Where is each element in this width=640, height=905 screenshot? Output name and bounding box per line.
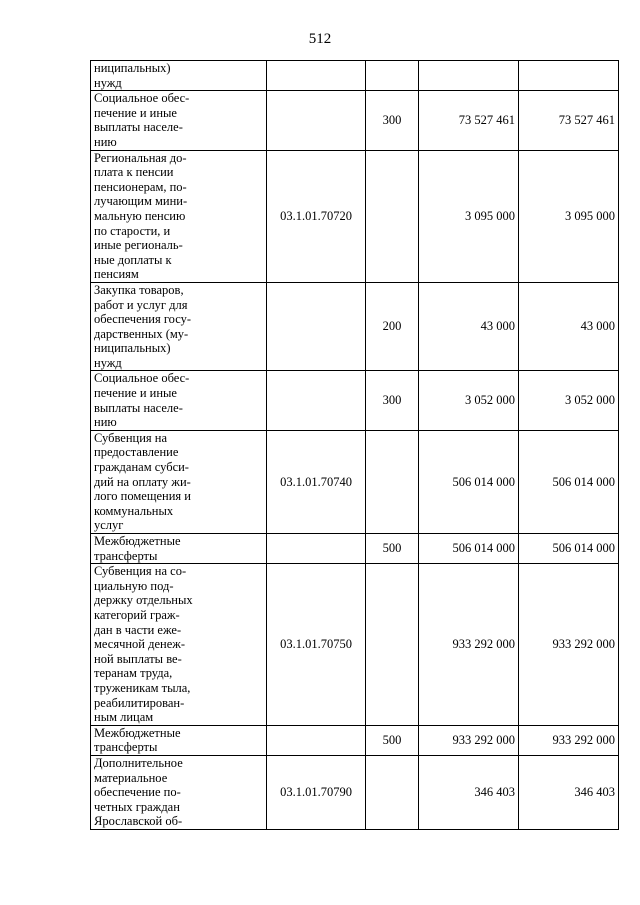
table-row [91, 534, 619, 564]
target-code-cell [267, 725, 366, 755]
target-code-cell [267, 91, 366, 150]
item-name-line: дан в части еже- [94, 622, 182, 637]
item-name-line: труженикам тыла, [94, 680, 191, 695]
item-name-cell [91, 61, 267, 91]
amount-year1-cell: 346 403 [419, 755, 519, 829]
amount-year2-cell [519, 61, 619, 91]
expense-type-cell [366, 430, 419, 533]
item-name-cell [91, 282, 267, 371]
item-name-line: плата к пенсии [94, 165, 174, 180]
item-name-line: иные региональ- [94, 238, 183, 253]
item-name-line: печение и иные [94, 105, 177, 120]
item-name-line: мальную пенсию [94, 208, 186, 223]
item-name-line: гражданам субси- [94, 460, 189, 475]
target-code-cell [267, 371, 366, 430]
item-name-line: обеспечение по- [94, 785, 181, 800]
table-row [91, 755, 619, 829]
item-name-line: ной выплаты ве- [94, 651, 182, 666]
amount-year1-cell: 43 000 [419, 282, 519, 371]
item-name-line: держку отдельных [94, 593, 193, 608]
expense-type-cell [366, 755, 419, 829]
target-code-cell [267, 534, 366, 564]
table-row [91, 282, 619, 371]
item-name-line: реабилитирован- [94, 695, 185, 710]
item-name-cell [91, 755, 267, 829]
item-name-line: теранам труда, [94, 666, 173, 681]
amount-year2-cell: 506 014 000 [519, 534, 619, 564]
table-row [91, 564, 619, 726]
amount-year2-cell: 3 052 000 [519, 371, 619, 430]
item-name-line: нию [94, 134, 117, 149]
amount-year1-cell: 506 014 000 [419, 430, 519, 533]
table-row [91, 725, 619, 755]
item-name-line: по старости, и [94, 223, 171, 238]
item-name-line: нию [94, 415, 117, 430]
target-code-cell [267, 282, 366, 371]
expense-type-cell [366, 564, 419, 726]
item-name-line: ные доплаты к [94, 252, 172, 267]
item-name-line: Дополнительное [94, 755, 183, 770]
expense-type-cell: 300 [366, 371, 419, 430]
item-name-line: дий на оплату жи- [94, 474, 191, 489]
amount-year1-cell: 3 095 000 [419, 150, 519, 282]
amount-year1-cell: 933 292 000 [419, 725, 519, 755]
item-name-line: категорий граж- [94, 607, 180, 622]
item-name-line: ным лицам [94, 710, 154, 725]
page-number: 512 [308, 31, 332, 47]
amount-year2-cell: 506 014 000 [519, 430, 619, 533]
item-name-line: Межбюджетные [94, 534, 181, 548]
amount-year2-cell: 73 527 461 [519, 91, 619, 150]
item-name-cell [91, 371, 267, 430]
target-code-cell: 03.1.01.70720 [267, 150, 366, 282]
item-name-line: Субвенция на со- [94, 564, 187, 579]
item-name-line: лучающим мини- [94, 194, 188, 209]
target-code-cell: 03.1.01.70740 [267, 430, 366, 533]
item-name-line: выплаты населе- [94, 400, 183, 415]
item-name-cell [91, 91, 267, 150]
item-name-line: лого помещения и [94, 489, 191, 504]
item-name-line: обеспечения госу- [94, 312, 192, 327]
item-name-line: ниципальных) [94, 341, 171, 356]
item-name-line: пенсионерам, по- [94, 179, 187, 194]
item-name-line: нужд [94, 75, 122, 90]
item-name-cell [91, 564, 267, 726]
item-name-line: ниципальных) [94, 61, 171, 75]
expense-type-cell: 300 [366, 91, 419, 150]
item-name-line: услуг [94, 518, 124, 533]
table-row [91, 150, 619, 282]
expense-type-cell [366, 150, 419, 282]
amount-year2-cell: 346 403 [519, 755, 619, 829]
item-name-line: выплаты населе- [94, 120, 183, 135]
table-row [91, 430, 619, 533]
expense-type-cell: 200 [366, 282, 419, 371]
item-name-line: Субвенция на [94, 430, 168, 445]
item-name-line: Социальное обес- [94, 371, 190, 386]
amount-year1-cell: 73 527 461 [419, 91, 519, 150]
target-code-cell [267, 61, 366, 91]
expense-type-cell: 500 [366, 725, 419, 755]
item-name-cell [91, 725, 267, 755]
item-name-line: коммунальных [94, 503, 174, 518]
item-name-line: нужд [94, 355, 122, 370]
expense-type-cell: 500 [366, 534, 419, 564]
amount-year2-cell: 933 292 000 [519, 564, 619, 726]
amount-year1-cell: 3 052 000 [419, 371, 519, 430]
table-row [91, 91, 619, 150]
table-row [91, 61, 619, 91]
item-name-line: месячной денеж- [94, 637, 186, 652]
item-name-line: дарственных (му- [94, 326, 189, 341]
amount-year1-cell: 506 014 000 [419, 534, 519, 564]
item-name-line: Межбюджетные [94, 725, 181, 740]
target-code-cell: 03.1.01.70750 [267, 564, 366, 726]
item-name-line: Ярославской об- [94, 814, 183, 829]
item-name-line: печение и иные [94, 386, 177, 401]
item-name-line: предоставление [94, 445, 179, 460]
item-name-line: материальное [94, 770, 168, 785]
amount-year2-cell: 933 292 000 [519, 725, 619, 755]
item-name-line: пенсиям [94, 267, 139, 282]
item-name-line: четных граждан [94, 799, 180, 814]
amount-year2-cell: 43 000 [519, 282, 619, 371]
item-name-cell [91, 534, 267, 564]
table-row [91, 371, 619, 430]
target-code-cell: 03.1.01.70790 [267, 755, 366, 829]
item-name-cell [91, 430, 267, 533]
item-name-line: циальную под- [94, 578, 174, 593]
amount-year1-cell: 933 292 000 [419, 564, 519, 726]
item-name-line: трансферты [94, 548, 158, 563]
expense-type-cell [366, 61, 419, 91]
item-name-line: Региональная до- [94, 150, 187, 165]
amount-year1-cell [419, 61, 519, 91]
amount-year2-cell: 3 095 000 [519, 150, 619, 282]
item-name-line: трансферты [94, 740, 158, 755]
item-name-line: Закупка товаров, [94, 282, 184, 297]
item-name-cell [91, 150, 267, 282]
item-name-line: работ и услуг для [94, 297, 188, 312]
budget-table [90, 60, 619, 830]
item-name-line: Социальное обес- [94, 91, 190, 106]
